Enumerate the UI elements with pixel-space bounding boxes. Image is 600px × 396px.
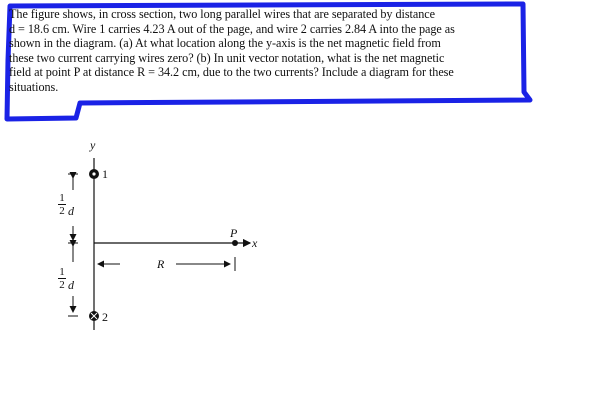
point-p-label: P [230,226,238,240]
r-label: R [157,257,165,271]
y-axis-label: y [90,138,96,152]
problem-line-4: these two current carrying wires zero? (b) In unit vector notation, what is the net magnetic [9,50,445,65]
upper-frac-num: 1 [59,192,65,204]
wire-2-label: 2 [102,310,108,324]
lower-frac-num: 1 [59,266,65,278]
problem-line-6: situations. [9,79,59,94]
x-axis-label: x [252,236,258,250]
upper-frac-den: 2 [59,205,65,217]
lower-half-fraction [58,267,66,290]
problem-line-2: d = 18.6 cm. Wire 1 carries 4.23 A out of the page, and wire 2 carries 2.84 A into the page as [9,21,455,36]
point-p-icon [232,240,238,246]
lower-frac-den: 2 [59,279,65,291]
lower-half-d: d [68,278,74,292]
upper-half-d: d [68,204,74,218]
problem-line-1: The figure shows, in cross section, two long parallel wires that are separated by distance [9,7,435,21]
wire-1-label: 1 [102,167,108,181]
upper-half-fraction [58,193,66,216]
problem-line-5: field at point P at distance R = 34.2 cm, due to the two currents? Include a diagram for these [9,65,454,80]
problem-line-3: shown in the diagram. (a) At what location along the y-axis is the net magnetic field from [9,36,441,51]
